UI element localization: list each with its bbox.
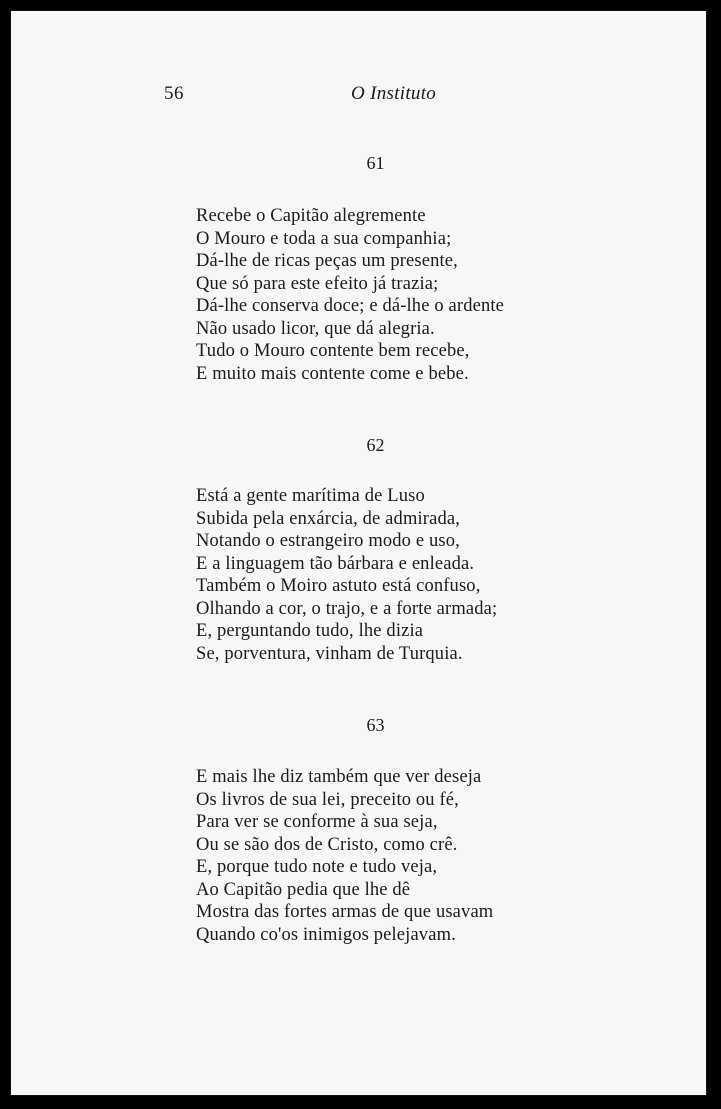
verse-line: Recebe o Capitão alegremente: [196, 206, 426, 226]
verse-line: Quando co'os inimigos pelejavam.: [196, 924, 456, 945]
verse-line: Subida pela enxárcia, de admirada,: [196, 508, 460, 529]
running-title: O Instituto: [351, 83, 437, 104]
verse-line: Dá-lhe conserva doce; e dá-lhe o ardente: [196, 296, 505, 316]
verse-line: E, perguntando tudo, lhe dizia: [196, 621, 424, 641]
stanza-number: 62: [366, 435, 385, 455]
verse-line: Está a gente marítima de Luso: [196, 486, 425, 506]
verse-line: E mais lhe diz também que ver deseja: [196, 767, 482, 787]
verse-line: Ou se são dos de Cristo, como crê.: [196, 834, 458, 855]
verse-line: Para ver se conforme à sua seja,: [196, 812, 438, 832]
verse-line: Mostra das fortes armas de que usavam: [196, 902, 494, 922]
verse-line: E a linguagem tão bárbara e enleada.: [196, 553, 475, 574]
verse-line: Os livros de sua lei, preceito ou fé,: [196, 789, 459, 810]
book-page: [10, 10, 707, 1096]
verse-line: Dá-lhe de ricas peças um presente,: [196, 251, 458, 271]
verse-line: Se, porventura, vinham de Turquia.: [196, 643, 463, 664]
verse-line: Não usado licor, que dá alegria.: [196, 318, 435, 339]
verse-line: Também o Moiro astuto está confuso,: [196, 576, 481, 596]
stanza-number: 61: [366, 153, 385, 173]
verse-line: Que só para este efeito já trazia;: [196, 273, 439, 294]
verse-line: Ao Capitão pedia que lhe dê: [196, 879, 411, 900]
verse-line: Notando o estrangeiro modo e uso,: [196, 531, 460, 551]
verse-line: E, porque tudo note e tudo veja,: [196, 857, 438, 877]
stanza: [196, 205, 504, 385]
stanza: [196, 766, 493, 946]
verse-line: Olhando a cor, o trajo, e a forte armada;: [196, 598, 498, 619]
page-number: 56: [164, 83, 184, 104]
verse-line: O Mouro e toda a sua companhia;: [196, 228, 452, 249]
verse-line: Tudo o Mouro contente bem recebe,: [196, 341, 470, 361]
stanza-number: 63: [366, 715, 385, 735]
verse-line: E muito mais contente come e bebe.: [196, 363, 469, 384]
stanza: [196, 485, 497, 665]
